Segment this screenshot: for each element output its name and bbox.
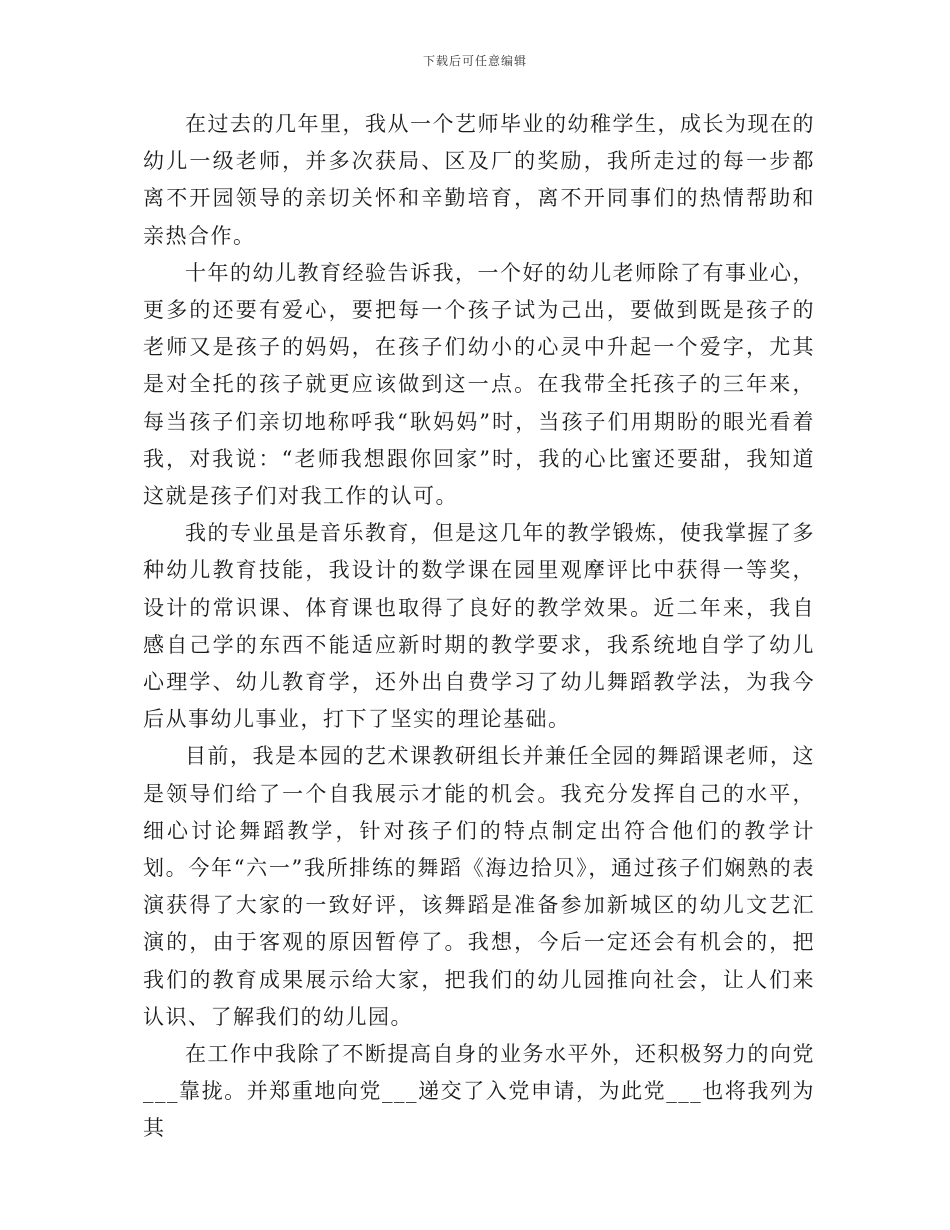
- page-header: 下载后可任意编辑: [422, 54, 527, 68]
- paragraph-2: 十年的幼儿教育经验告诉我，一个好的幼儿老师除了有事业心，更多的还要有爱心，要把每一个孩子试为己出，要做到既是孩子的老师又是孩子的妈妈，在孩子们幼小的心灵中升起一个爱字，尤其是对全托的孩子就更应该做到这一点。在我带全托孩子的三年来，每当孩子们亲切地称呼我“耿妈妈”时，当孩子们用期盼的眼光看着我，对我说：“老师我想跟你回家”时，我的心比蜜还要甜，我知道这就是孩子们对我工作的认可。: [143, 260, 815, 509]
- paragraph-5: 在工作中我除了不断提高自身的业务水平外，还积极努力的向党___靠拢。并郑重地向党___递交了入党申请，为此党___也将我列为其: [143, 1042, 815, 1141]
- paragraph-3: 我的专业虽是音乐教育，但是这几年的教学锻炼，使我掌握了多种幼儿教育技能，我设计的数学课在园里观摩评比中获得一等奖，设计的常识课、体育课也取得了良好的教学效果。近二年来，我自感自己学的东西不能适应新时期的教学要求，我系统地自学了幼儿心理学、幼儿教育学，还外出自费学习了幼儿舞蹈教学法，为我今后从事幼儿事业，打下了坚实的理论基础。: [143, 521, 815, 732]
- paragraph-4: 目前，我是本园的艺术课教研组长并兼任全园的舞蹈课老师，这是领导们给了一个自我展示才能的机会。我充分发挥自己的水平，细心讨论舞蹈教学，针对孩子们的特点制定出符合他们的教学计划。今年“六一”我所排练的舞蹈《海边拾贝》，通过孩子们娴熟的表演获得了大家的一致好评，该舞蹈是准备参加新城区的幼儿文艺汇演的，由于客观的原因暂停了。我想，今后一定还会有机会的，把我们的教育成果展示给大家，把我们的幼儿园推向社会，让人们来认识、了解我们的幼儿园。: [143, 744, 815, 1029]
- document-body: [143, 106, 815, 1148]
- paragraph-1: 在过去的几年里，我从一个艺师毕业的幼稚学生，成长为现在的幼儿一级老师，并多次获局、区及厂的奖励，我所走过的每一步都离不开园领导的亲切关怀和辛勤培育，离不开同事们的热情帮助和亲热合作。: [143, 112, 815, 248]
